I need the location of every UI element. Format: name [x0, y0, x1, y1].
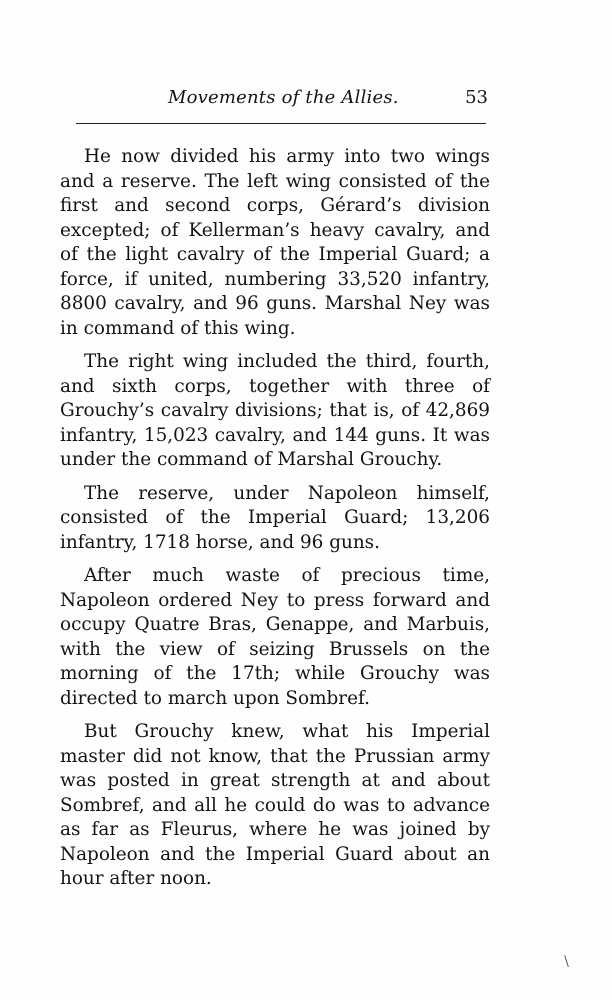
paragraph: But Grouchy knew, what his Imperial master did not know, that the Prussian army was posted in great strength at and about Sombref, and all he could do was to advance as far as Fleurus, where he was joined by Napoleon and the Imperial Guard about an hour after noon.	[60, 721, 490, 889]
paragraph: After much waste of precious time, Napoleon ordered Ney to press forward and occupy Quatre Bras, Genappe, and Marbuis, with the view of seizing Brussels on the morning of the 17th; while Grouchy was directed to march upon Sombref.	[60, 565, 490, 709]
paragraph: The reserve, under Napoleon himself, consisted of the Imperial Guard; 13,206 infantry, 1718 horse, and 96 guns.	[60, 482, 490, 553]
paragraph: He now divided his army into two wings and a reserve. The left wing consisted of the first and second corps, Gérard’s division excepted; of Kellerman’s heavy cavalry, and of the light cavalry of the Imperial Guard; a force, if united, numbering 33,520 infantry, 8800 cavalry, and 96 guns. Marshal Ney was in command of this wing.	[60, 146, 490, 339]
running-title: Movements of the Allies.	[168, 87, 399, 108]
body-text	[60, 145, 490, 901]
page-number: 53	[465, 87, 488, 108]
running-head	[60, 87, 488, 113]
margin-mark	[564, 955, 570, 967]
paragraph: The right wing included the third, fourth, and sixth corps, together with three of Grouchy’s cavalry divisions; that is, of 42,869 infantry, 15,023 cavalry, and 144 guns. It was under the command of Marshal Grouchy.	[60, 351, 490, 470]
header-rule	[76, 123, 486, 124]
